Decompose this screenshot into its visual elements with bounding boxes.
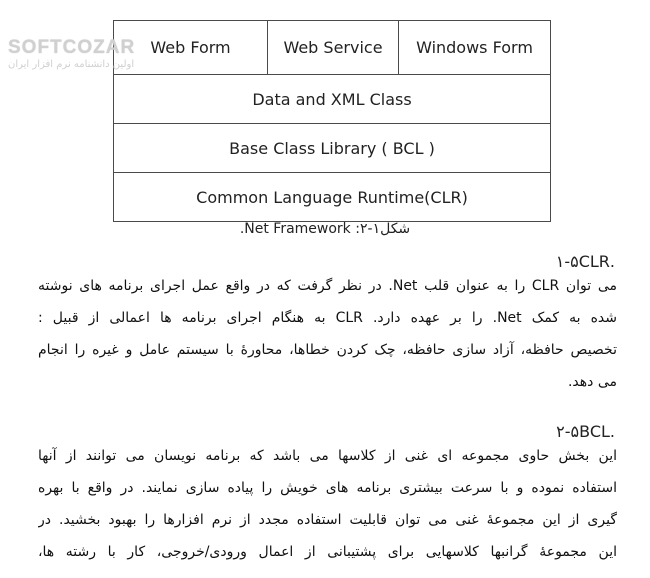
section-heading-clr bbox=[534, 252, 615, 271]
section-title: CLR bbox=[578, 252, 610, 271]
bcl-cell: Base Class Library ( BCL ) bbox=[229, 138, 435, 158]
section-paragraph-bcl bbox=[38, 440, 617, 568]
bcl-layer bbox=[114, 123, 550, 172]
paragraph-line: می دهد. bbox=[567, 374, 617, 390]
section-title: BCL bbox=[579, 422, 610, 441]
paragraph-line: گیری از این مجموعهٔ غنی می توان قابلیت استفاده مجدد از نرم افزارها را بهبود بخشید. در bbox=[38, 512, 617, 528]
data-xml-layer bbox=[114, 74, 550, 123]
application-layer-row bbox=[114, 21, 550, 74]
web-service-cell: Web Service bbox=[267, 21, 398, 74]
paragraph-line: این مجموعهٔ گرانبها کلاسهایی برای پشتیبانی از اعمال ورودی/خروجی، کار با رشته ها، bbox=[38, 544, 617, 560]
paragraph-line: تخصیص حافظه، آزاد سازی حافظه، چک کردن خطاها، محاورهٔ با سیستم عامل و غیره را انجام bbox=[38, 342, 617, 358]
web-form-cell: Web Form bbox=[150, 38, 231, 57]
net-framework-diagram bbox=[113, 20, 551, 222]
section-paragraph-clr bbox=[38, 270, 617, 398]
section-heading-bcl bbox=[534, 422, 615, 441]
clr-cell: Common Language Runtime(CLR) bbox=[196, 187, 468, 207]
clr-layer bbox=[114, 172, 550, 221]
section-number: .۱-۵ bbox=[555, 252, 615, 271]
paragraph-line: می توان CLR را به عنوان قلب Net. در نظر گرفت که در واقع عمل اجرای برنامه های نوشته bbox=[38, 278, 617, 294]
paragraph-line: استفاده نموده و با سرعت بیشتری برنامه های خویش را پیاده سازی نمایند. در واقع با بهره bbox=[38, 480, 617, 496]
paragraph-line: این بخش حاوی مجموعه ای غنی از کلاسها می باشد که برنامه نویسان می توانند از آنها bbox=[38, 448, 617, 464]
section-number: .۲-۵ bbox=[556, 422, 615, 441]
watermark-subtitle: اولین دانشنامه نرم افزار ایران bbox=[8, 59, 135, 70]
data-xml-cell: Data and XML Class bbox=[252, 89, 412, 109]
watermark-brand: SOFTCOZAR bbox=[8, 37, 136, 58]
figure-caption: شکل۱-۲: Net Framework. bbox=[239, 221, 411, 237]
windows-form-cell: Windows Form bbox=[398, 21, 550, 74]
paragraph-line: شده به کمک Net. را بر عهده دارد. CLR به هنگام اجرای برنامه ها اعمالی از قبیل : bbox=[38, 310, 617, 326]
